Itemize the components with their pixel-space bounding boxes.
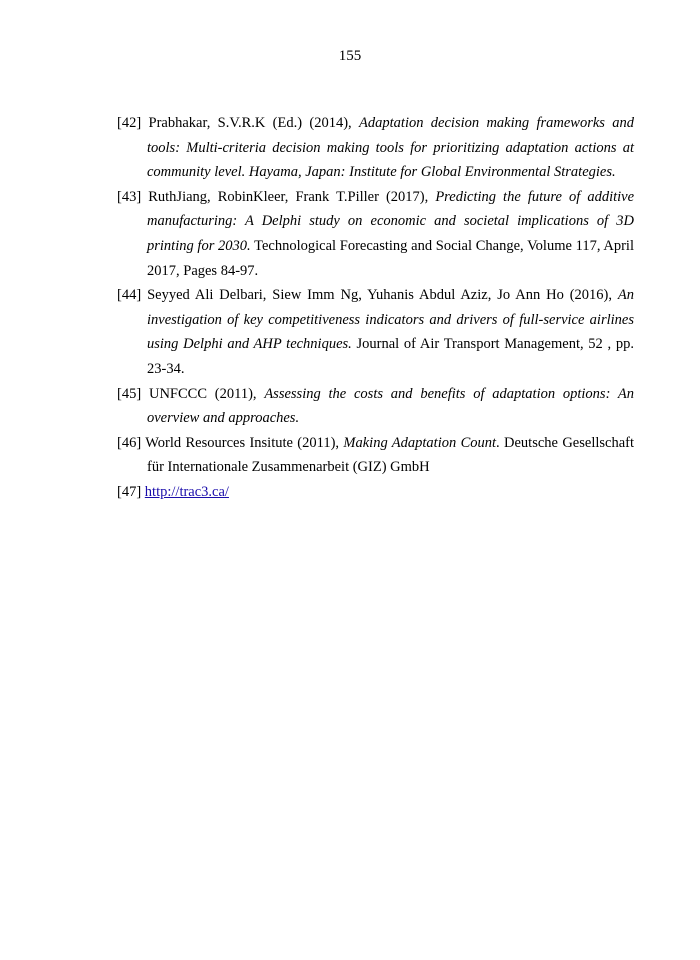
reference-source: Technological Forecasting and Social Change, Volume 117, April 2017, Pages 84-97. xyxy=(147,237,634,279)
reference-label: [42] xyxy=(117,115,142,131)
reference-43 xyxy=(117,185,634,283)
reference-authors: RuthJiang, RobinKleer, Frank T.Piller (2017), xyxy=(148,188,429,205)
reference-label: [45] xyxy=(117,385,142,402)
reference-label: [47] xyxy=(117,483,142,500)
reference-46 xyxy=(117,431,634,480)
reference-title: Assessing the costs and benefits of adaptation options: An overview and approaches. xyxy=(147,385,635,427)
reference-label: [44] xyxy=(117,287,142,304)
reference-47 xyxy=(117,480,634,505)
reference-title: Making Adaptation Count xyxy=(343,434,497,451)
reference-45 xyxy=(117,382,634,431)
reference-label: [43] xyxy=(117,188,142,205)
reference-44 xyxy=(117,283,634,381)
reference-source: . Deutsche Gesellschaft für Internationale Zusammenarbeit (GIZ) GmbH xyxy=(147,434,634,476)
reference-source: Journal of Air Transport Management, 52 , pp. 23-34. xyxy=(147,336,634,377)
page-number: 155 xyxy=(338,48,362,64)
reference-title: An investigation of key competitiveness indicators and drivers of full-service airlines using Delphi and AHP techniques. xyxy=(147,287,635,353)
reference-title: Predicting the future of additive manufacturing: A Delphi study on economic and societal implications of 3D printing for 2030. xyxy=(147,188,635,254)
reference-authors: World Resources Insitute (2011), xyxy=(145,434,340,451)
reference-authors: Seyyed Ali Delbari, Siew Imm Ng, Yuhanis Abdul Aziz, Jo Ann Ho (2016), xyxy=(147,287,612,304)
reference-authors: UNFCCC (2011), xyxy=(148,385,257,402)
reference-authors: Prabhakar, S.V.R.K (Ed.) (2014), xyxy=(148,115,352,131)
reference-list xyxy=(117,111,634,505)
reference-title: Adaptation decision making frameworks and tools: Multi-criteria decision making tools for prioritizing adaptation actions at community level. Hayama, Japan: Institute for Global Environmental Strategies. xyxy=(147,115,635,181)
reference-42 xyxy=(117,111,634,185)
reference-link[interactable]: http://trac3.ca/ xyxy=(144,483,229,500)
reference-label: [46] xyxy=(117,434,142,451)
